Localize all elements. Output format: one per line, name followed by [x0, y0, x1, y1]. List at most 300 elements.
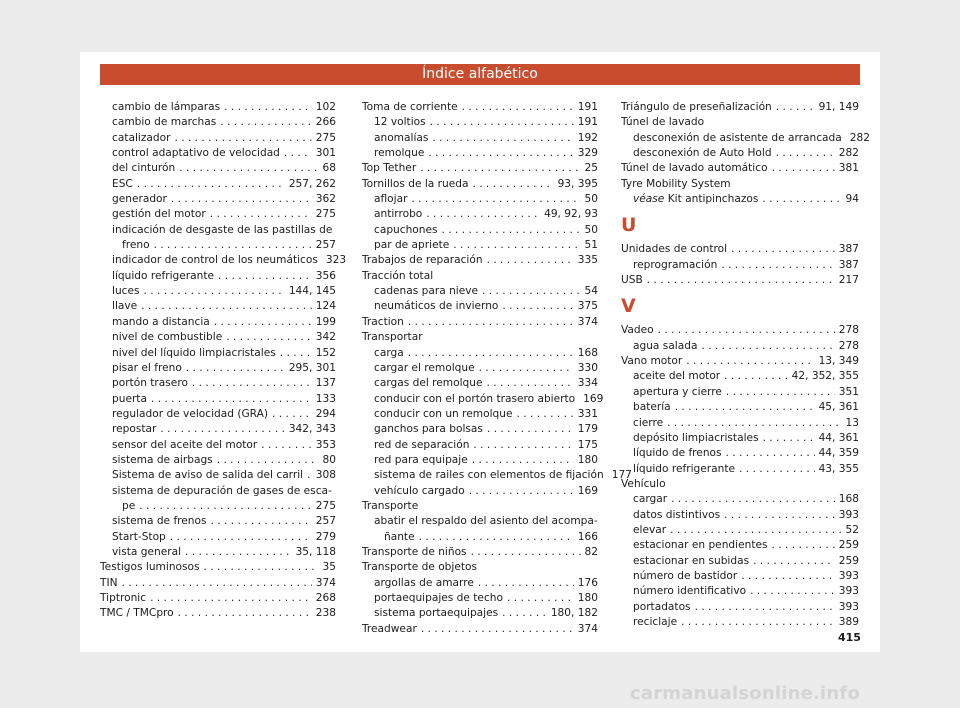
index-entry-label: apertura y cierre	[633, 385, 722, 398]
dot-leader	[753, 554, 835, 569]
dot-leader	[726, 446, 815, 461]
dot-leader	[185, 545, 292, 560]
index-entry-label: Testigos luminosos	[100, 561, 200, 574]
index-entry-pages: 168	[577, 346, 598, 359]
dot-leader	[411, 192, 580, 207]
index-entry	[621, 323, 859, 338]
index-column-3	[621, 100, 870, 630]
index-entry-label: estacionar en pendientes	[633, 539, 768, 552]
dot-leader	[772, 538, 835, 553]
index-entry-pages: 13	[845, 416, 859, 429]
index-entry-text: indicación de desgaste de las pastillas de	[112, 223, 333, 236]
index-entry-pages: 374	[577, 315, 598, 328]
index-entry	[621, 538, 859, 553]
dot-leader	[472, 177, 553, 192]
dot-leader	[419, 530, 574, 545]
page-number: 415	[838, 631, 861, 644]
index-entry-label: argollas de amarre	[374, 576, 474, 589]
dot-leader	[261, 438, 312, 453]
dot-leader	[750, 584, 835, 599]
dot-leader	[122, 576, 312, 591]
index-entry-label: cambio de marchas	[112, 116, 217, 129]
index-entry-label: repostar	[112, 423, 157, 436]
index-entry-label: nivel de combustible	[112, 331, 223, 344]
dot-leader	[150, 591, 312, 606]
index-entry-pages: 52	[845, 523, 859, 536]
index-entry	[100, 422, 336, 437]
index-entry	[100, 161, 336, 176]
index-entry	[362, 591, 598, 606]
dot-leader	[174, 131, 311, 146]
index-entry-label: líquido refrigerante	[633, 462, 735, 475]
index-entry-label: número identificativo	[633, 585, 747, 598]
index-entry-pages: 180	[577, 592, 598, 604]
dot-leader	[762, 192, 841, 207]
index-entry	[100, 269, 336, 284]
index-entry-label: llave	[112, 300, 138, 313]
index-entry-pages: 180, 182	[550, 607, 598, 620]
dot-leader	[701, 339, 834, 354]
index-entry-label: batería	[633, 401, 671, 414]
index-entry	[621, 600, 859, 615]
index-entry-pages: 275	[315, 131, 336, 144]
index-entry	[100, 453, 336, 468]
index-entry-label: Transportar	[362, 331, 423, 344]
index-entry-pages: 54	[584, 285, 598, 298]
index-entry-label: freno	[122, 239, 150, 252]
index-entry	[100, 238, 336, 253]
index-entry	[621, 177, 859, 192]
index-entry-pages: 50	[584, 223, 598, 236]
index-entry	[100, 530, 336, 545]
index-entry	[621, 161, 859, 176]
index-entry-label: carga	[374, 346, 404, 359]
index-entry	[100, 376, 336, 391]
index-entry-label: USB	[621, 274, 643, 287]
dot-leader	[658, 323, 835, 338]
dot-leader	[432, 131, 573, 146]
index-entry-label: red para equipaje	[374, 453, 468, 466]
dot-leader	[482, 284, 580, 299]
index-entry-target: Kit antipinchazos	[667, 193, 759, 206]
index-entry-pages: 133	[315, 392, 336, 405]
index-entry-label: remolque	[374, 147, 425, 160]
index-entry-pages: 362	[315, 193, 336, 206]
index-entry-label: Vehículo	[621, 477, 666, 490]
index-entry-pages: 192	[577, 131, 598, 144]
index-entry-label: antirrobo	[374, 208, 423, 221]
index-entry-pages: 137	[315, 377, 336, 390]
dot-leader	[516, 407, 573, 422]
index-entry-label: Transporte de objetos	[362, 561, 478, 574]
index-entry	[621, 446, 859, 461]
index-entry-pages: 152	[315, 346, 336, 359]
index-entry	[621, 508, 859, 523]
index-entry	[621, 354, 859, 369]
index-entry	[100, 192, 336, 207]
index-entry-pages: 217	[838, 274, 859, 287]
index-entry-label: Tornillos de la rueda	[362, 177, 469, 190]
index-entry-pages: 282	[838, 147, 859, 160]
index-entry	[621, 192, 859, 207]
dot-leader	[192, 376, 312, 391]
index-entry-label: elevar	[633, 523, 667, 536]
index-entry	[621, 400, 859, 415]
index-entry-label: sistema de airbags	[112, 453, 213, 466]
index-entry	[621, 339, 859, 354]
index-entry-label: portaequipajes de techo	[374, 592, 503, 604]
index-entry	[621, 615, 859, 630]
index-entry-label: desconexión de asistente de arrancada	[633, 131, 842, 144]
index-entry-pages: 169	[577, 484, 598, 497]
index-entry-pages: 393	[838, 600, 859, 613]
index-entry-pages: 387	[838, 258, 859, 271]
index-entry-label: aceite del motor	[633, 370, 721, 383]
dot-leader	[487, 253, 574, 268]
index-entry	[100, 468, 336, 483]
index-entry	[621, 492, 859, 507]
index-entry-label: Treadwear	[362, 622, 417, 635]
index-entry-pages: 94	[845, 193, 859, 206]
index-entry-label: Tracción total	[362, 269, 434, 282]
dot-leader	[487, 422, 574, 437]
index-entry-pages: 238	[315, 607, 336, 620]
index-entry	[621, 115, 859, 130]
index-entry-pages: 342	[315, 331, 336, 344]
index-entry	[100, 253, 347, 268]
dot-leader	[218, 269, 312, 284]
index-column-1	[100, 100, 347, 622]
index-entry	[362, 560, 598, 575]
dot-leader	[442, 223, 581, 238]
index-entry-label: Toma de corriente	[362, 101, 458, 113]
dot-leader	[421, 622, 574, 637]
index-entry	[362, 146, 598, 161]
index-entry-pages: 257	[315, 239, 336, 252]
index-entry-label: pisar el freno	[112, 361, 182, 374]
index-entry-label	[633, 192, 758, 207]
index-entry-label: Start-Stop	[112, 530, 166, 543]
index-entry-label: reprogramación	[633, 258, 718, 271]
index-entry-label: Sistema de aviso de salida del carril	[112, 469, 304, 482]
dot-leader	[224, 100, 312, 115]
index-entry	[362, 468, 632, 483]
index-entry	[362, 453, 598, 468]
index-entry-pages: 279	[315, 530, 336, 543]
index-entry	[100, 299, 336, 314]
index-entry-pages: 191	[577, 116, 598, 129]
index-entry-label: agua salada	[633, 339, 698, 352]
dot-leader	[151, 392, 312, 407]
index-entry-text: sistema de depuración de gases de esca-	[112, 484, 332, 497]
index-entry	[100, 115, 336, 130]
index-entry	[362, 223, 598, 238]
index-entry	[362, 100, 598, 115]
see-also-label: véase	[633, 193, 665, 206]
index-entry-pages: 177	[611, 469, 632, 482]
index-entry-pages: 282	[849, 131, 870, 144]
index-entry	[621, 477, 859, 492]
index-entry-pages: 124	[315, 300, 336, 313]
index-entry-pages: 268	[315, 592, 336, 604]
dot-leader	[137, 177, 285, 192]
index-entry-label: reciclaje	[633, 615, 678, 628]
index-entry-pages: 144, 145	[288, 285, 336, 298]
dot-leader	[724, 508, 835, 523]
index-entry	[362, 161, 598, 176]
index-entry	[100, 131, 336, 146]
index-group-u	[621, 242, 859, 288]
watermark: carmanualsonline.info	[630, 683, 861, 704]
dot-leader	[408, 315, 574, 330]
index-entry-pages: 44, 359	[818, 447, 859, 460]
index-entry	[362, 346, 598, 361]
index-entry-label: líquido de frenos	[633, 447, 722, 460]
index-entry-label: conducir con el portón trasero abierto	[374, 392, 576, 405]
dot-leader	[478, 576, 574, 591]
dot-leader	[453, 238, 580, 253]
dot-leader	[171, 192, 312, 207]
index-entry-pages: 393	[838, 508, 859, 521]
index-entry-label: 12 voltios	[374, 116, 426, 129]
index-entry-pages: 35, 118	[295, 545, 336, 558]
dot-leader	[473, 438, 573, 453]
index-entry-label: sistema de frenos	[112, 515, 207, 528]
index-entry	[362, 530, 598, 545]
index-entry	[621, 242, 859, 257]
index-entry	[362, 299, 598, 314]
index-entry	[621, 569, 859, 584]
index-entry-label: nivel del líquido limpiacristales	[112, 346, 276, 359]
index-entry-pages: 342, 343	[288, 423, 336, 436]
dot-leader	[671, 492, 835, 507]
dot-leader	[502, 299, 573, 314]
index-entry-label: Top Tether	[362, 162, 417, 175]
index-entry-label: portón trasero	[112, 377, 188, 390]
index-entry-pages: 301	[315, 147, 336, 160]
dot-leader	[178, 606, 312, 621]
index-entry-pages: 257	[315, 515, 336, 528]
index-entry	[100, 545, 336, 560]
dot-leader	[307, 468, 312, 483]
index-entry-label: del cinturón	[112, 162, 176, 175]
index-entry-pages: 259	[838, 554, 859, 567]
index-entry-pages: 43, 355	[818, 462, 859, 475]
index-entry	[621, 523, 859, 538]
index-entry	[100, 576, 336, 591]
index-entry-pages: 374	[315, 576, 336, 589]
index-entry	[100, 177, 336, 192]
index-entry-pages: 80	[322, 453, 336, 466]
index-entry-label: cambio de lámparas	[112, 101, 221, 113]
index-entry-pages: 374	[577, 622, 598, 635]
index-entry	[100, 330, 336, 345]
index-entry	[621, 431, 859, 446]
index-entry-label: desconexión de Auto Hold	[633, 147, 772, 160]
index-entry	[621, 584, 859, 599]
index-entry-label: gestión del motor	[112, 208, 206, 221]
index-entry	[100, 361, 336, 376]
index-entry-label: catalizador	[112, 131, 171, 144]
index-entry-label: red de separación	[374, 438, 470, 451]
dot-leader	[695, 600, 835, 615]
dot-leader	[154, 238, 312, 253]
index-entry-label: Triángulo de preseñalización	[621, 101, 772, 113]
index-entry	[100, 407, 336, 422]
index-entry-pages: 169	[583, 392, 604, 405]
index-entry	[100, 146, 336, 161]
index-entry-label: Transporte de niños	[362, 545, 467, 558]
dot-leader	[217, 453, 319, 468]
index-entry	[100, 514, 336, 529]
index-entry-label: regulador de velocidad (GRA)	[112, 407, 268, 420]
index-entry	[100, 315, 336, 330]
index-entry-pages: 175	[577, 438, 598, 451]
index-entry-pages: 191	[577, 101, 598, 113]
index-entry-label: cargar	[633, 493, 668, 506]
index-entry-pages: 50	[584, 193, 598, 206]
dot-leader	[272, 407, 312, 422]
index-entry-label: Túnel de lavado	[621, 116, 705, 129]
index-entry	[621, 416, 859, 431]
index-entry-pages: 45, 361	[818, 401, 859, 414]
index-entry-pages: 351	[838, 385, 859, 398]
index-entry-pages: 381	[838, 162, 859, 175]
dot-leader	[428, 146, 573, 161]
dot-leader	[507, 591, 574, 606]
dot-leader	[667, 416, 841, 431]
dot-leader	[430, 115, 574, 130]
index-entry-label: indicador de control de los neumáticos	[112, 254, 318, 267]
index-entry	[100, 438, 336, 453]
index-entry-label: sistema portaequipajes	[374, 607, 499, 620]
index-entry-label: Traction	[362, 315, 404, 328]
dot-leader	[220, 115, 312, 130]
index-entry-label: conducir con un remolque	[374, 407, 513, 420]
dot-leader	[739, 462, 815, 477]
dot-leader	[721, 258, 834, 273]
index-entry-pages: 166	[577, 530, 598, 543]
index-entry-pages: 13, 349	[818, 355, 859, 368]
index-entry	[362, 422, 598, 437]
index-entry	[362, 407, 598, 422]
dot-leader	[462, 100, 574, 115]
index-entry-text: abatir el respaldo del asiento del acompa-	[374, 515, 598, 528]
dot-leader	[426, 207, 540, 222]
dot-leader	[141, 299, 312, 314]
index-entry-label: vista general	[112, 545, 182, 558]
index-entry-label: Unidades de control	[621, 243, 728, 256]
index-entry-label: par de apriete	[374, 239, 450, 252]
index-entry	[362, 484, 598, 499]
index-entry-label: vehículo cargado	[374, 484, 465, 497]
index-entry	[362, 499, 598, 514]
index-entry-label: Túnel de lavado automático	[621, 162, 768, 175]
index-entry-pages: 335	[577, 254, 598, 267]
index-entry-label: Vano motor	[621, 355, 683, 368]
index-entry-label: generador	[112, 193, 167, 206]
dot-leader	[280, 346, 312, 361]
dot-leader	[420, 161, 580, 176]
index-entry-pages: 49, 92, 93	[544, 208, 598, 221]
index-entry-pages: 168	[838, 493, 859, 506]
dot-leader	[502, 606, 547, 621]
index-entry-pages: 180	[577, 453, 598, 466]
index-entry	[362, 606, 598, 621]
index-entry	[362, 545, 598, 560]
dot-leader	[472, 453, 574, 468]
index-entry-pages: 266	[315, 116, 336, 129]
index-entry-label: control adaptativo de velocidad	[112, 147, 280, 160]
dot-leader	[479, 361, 574, 376]
index-entry-pages: 68	[322, 162, 336, 175]
index-entry	[362, 269, 598, 284]
index-entry	[362, 438, 598, 453]
dot-leader	[160, 422, 284, 437]
index-entry	[621, 146, 859, 161]
index-entry-pages: 93, 395	[557, 177, 598, 190]
dot-leader	[139, 499, 312, 514]
dot-leader	[226, 330, 312, 345]
index-entry-pages: 334	[577, 377, 598, 390]
index-entry	[362, 576, 598, 591]
index-entry-label: número de bastidor	[633, 569, 738, 582]
index-entry	[100, 606, 336, 621]
index-entry-label: TIN	[100, 576, 118, 589]
index-entry-pages: 259	[838, 539, 859, 552]
index-entry	[362, 177, 598, 192]
index-entry	[362, 192, 598, 207]
index-entry-pages: 353	[315, 438, 336, 451]
index-letter-v: V	[621, 295, 636, 318]
index-entry-pages: 275	[315, 208, 336, 221]
index-entry-label: sistema de railes con elementos de fijación	[374, 469, 604, 482]
dot-leader	[179, 161, 318, 176]
index-group-v	[621, 323, 859, 630]
index-entry-label: sensor del aceite del motor	[112, 438, 258, 451]
index-entry-label: portadatos	[633, 600, 691, 613]
index-entry-label: luces	[112, 285, 140, 298]
dot-leader	[210, 207, 312, 222]
index-entry	[621, 369, 859, 384]
dot-leader	[284, 146, 312, 161]
index-entry	[362, 207, 598, 222]
dot-leader	[204, 560, 319, 575]
index-entry	[100, 346, 336, 361]
section-header: Índice alfabético	[100, 64, 860, 85]
index-entry	[621, 131, 870, 146]
index-entry-label: puerta	[112, 392, 147, 405]
index-entry-pages: 308	[315, 469, 336, 482]
dot-leader	[211, 514, 312, 529]
index-entry	[362, 131, 598, 146]
index-entry	[621, 462, 859, 477]
dot-leader	[647, 273, 835, 288]
index-entry-label: neumáticos de invierno	[374, 300, 499, 313]
index-entry	[100, 560, 336, 575]
dot-leader	[772, 161, 835, 176]
index-entry-label: cadenas para nieve	[374, 285, 479, 298]
index-entry-label: mando a distancia	[112, 315, 210, 328]
index-entry-pages: 278	[838, 324, 859, 337]
dot-leader	[469, 484, 574, 499]
index-entry-label: ganchos para bolsas	[374, 423, 483, 436]
index-entry-pages: 278	[838, 339, 859, 352]
index-entry-pages: 294	[315, 407, 336, 420]
index-entry-label: Vadeo	[621, 324, 654, 337]
index-entry-label: pe	[122, 499, 136, 512]
dot-leader	[724, 369, 787, 384]
